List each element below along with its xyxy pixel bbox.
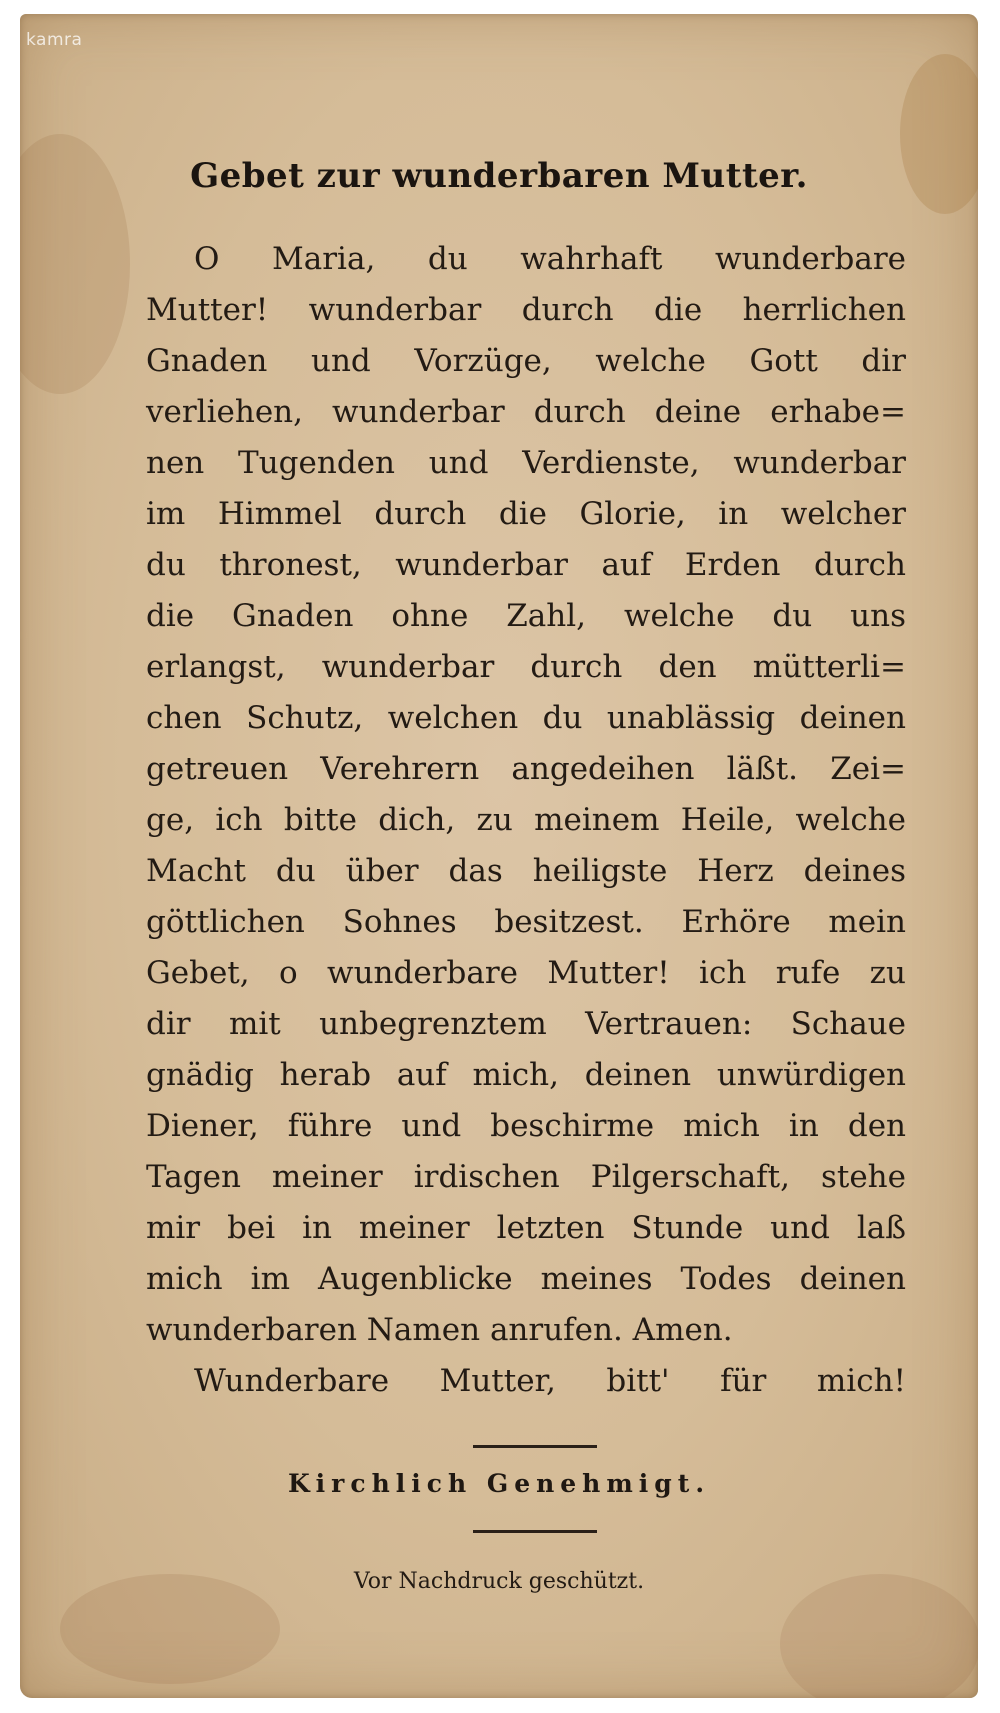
ecclesiastical-approval: Kirchlich Genehmigt. [287, 1469, 711, 1498]
prayer-line: Tagen meiner irdischen Pilgerschaft, stehe [146, 1159, 906, 1195]
prayer-line: erlangst, wunderbar durch den mütterli= [146, 649, 906, 685]
prayer-line: verliehen, wunderbar durch deine erhabe= [146, 394, 906, 430]
prayer-line: mir bei in meiner letzten Stunde und laß [146, 1210, 906, 1246]
prayer-body [146, 234, 906, 1407]
prayer-line: dir mit unbegrenztem Vertrauen: Schaue [146, 1006, 906, 1042]
copyright-notice: Vor Nachdruck geschützt. [353, 1569, 645, 1594]
prayer-line: O Maria, du wahrhaft wunderbare [194, 241, 906, 277]
prayer-line: wunderbaren Namen anrufen. Amen. [146, 1312, 733, 1348]
prayer-card [20, 14, 978, 1698]
prayer-line: Gnaden und Vorzüge, welche Gott dir [146, 343, 906, 379]
prayer-line: Macht du über das heiligste Herz deines [146, 853, 906, 889]
prayer-line: nen Tugenden und Verdienste, wunderbar [146, 445, 906, 481]
prayer-line: göttlichen Sohnes besitzest. Erhöre mein [146, 904, 906, 940]
prayer-line: du thronest, wunderbar auf Erden durch [146, 547, 906, 583]
prayer-line: die Gnaden ohne Zahl, welche du uns [146, 598, 906, 634]
closing-invocation: Wunderbare Mutter, bitt' für mich! [194, 1363, 906, 1399]
prayer-line: Diener, führe und beschirme mich in den [146, 1108, 906, 1144]
prayer-title: Gebet zur wunderbaren Mutter. [190, 156, 808, 196]
prayer-line: getreuen Verehrern angedeihen läßt. Zei= [146, 751, 906, 787]
divider-rule [473, 1445, 597, 1448]
prayer-line: im Himmel durch die Glorie, in welcher [146, 496, 906, 532]
prayer-line: ge, ich bitte dich, zu meinem Heile, welche [146, 802, 906, 838]
prayer-line: chen Schutz, welchen du unablässig deinen [146, 700, 906, 736]
prayer-line: gnädig herab auf mich, deinen unwürdigen [146, 1057, 906, 1093]
prayer-line: Mutter! wunderbar durch die herrlichen [146, 292, 906, 328]
prayer-line: mich im Augenblicke meines Todes deinen [146, 1261, 906, 1297]
watermark-logo: kamra [26, 30, 83, 50]
prayer-line: Gebet, o wunderbare Mutter! ich rufe zu [146, 955, 906, 991]
divider-rule [473, 1530, 597, 1533]
